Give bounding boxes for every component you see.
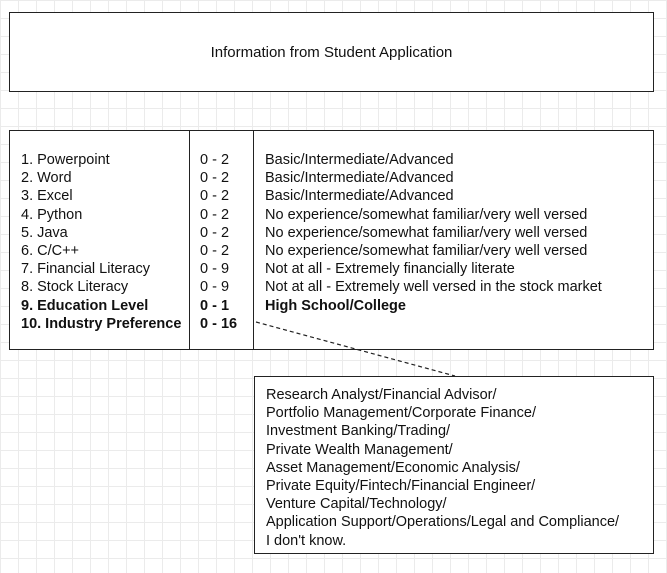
attribute-name-column xyxy=(21,151,181,333)
attribute-name: 10. Industry Preference xyxy=(21,315,182,332)
attribute-name: 6. C/C++ xyxy=(21,242,80,259)
attribute-description: Basic/Intermediate/Advanced xyxy=(265,170,454,187)
attribute-name: 4. Python xyxy=(21,206,83,223)
attribute-description: Basic/Intermediate/Advanced xyxy=(265,152,454,168)
industry-option: Private Wealth Management/ xyxy=(266,441,453,458)
attribute-table xyxy=(9,130,654,350)
diagram-title: Information from Student Application xyxy=(210,43,453,61)
industry-options-box xyxy=(254,376,654,554)
column-divider-names xyxy=(189,131,190,349)
attribute-description: High School/College xyxy=(265,297,406,314)
attribute-range: 0 - 2 xyxy=(200,242,230,259)
attribute-range: 0 - 9 xyxy=(200,279,230,296)
attribute-name: 7. Financial Literacy xyxy=(21,261,150,278)
industry-option: Research Analyst/Financial Advisor/ xyxy=(266,387,497,403)
attribute-description: Basic/Intermediate/Advanced xyxy=(265,188,454,205)
attribute-range: 0 - 1 xyxy=(200,297,230,314)
column-divider-ranges xyxy=(253,131,254,349)
attribute-name: 2. Word xyxy=(21,170,72,187)
attribute-range: 0 - 16 xyxy=(200,315,238,332)
attribute-range: 0 - 2 xyxy=(200,188,230,205)
attribute-range: 0 - 2 xyxy=(200,224,230,241)
industry-option: Venture Capital/Technology/ xyxy=(266,496,447,513)
industry-option: Private Equity/Fintech/Financial Engineer/ xyxy=(266,477,536,494)
attribute-name: 8. Stock Literacy xyxy=(21,279,129,296)
industry-option: Application Support/Operations/Legal and Compliance/ xyxy=(266,514,620,531)
attribute-range: 0 - 9 xyxy=(200,261,230,278)
industry-option: I don't know. xyxy=(266,532,347,549)
attribute-description-column xyxy=(265,151,602,333)
industry-options-list xyxy=(266,386,619,550)
attribute-range: 0 - 2 xyxy=(200,152,230,168)
attribute-range: 0 - 2 xyxy=(200,206,230,223)
attribute-range: 0 - 2 xyxy=(200,170,230,187)
industry-option: Asset Management/Economic Analysis/ xyxy=(266,459,520,476)
attribute-description: No experience/somewhat familiar/very well versed xyxy=(265,242,588,259)
attribute-description: No experience/somewhat familiar/very well versed xyxy=(265,206,588,223)
attribute-name: 3. Excel xyxy=(21,188,73,205)
attribute-description: No experience/somewhat familiar/very well versed xyxy=(265,224,588,241)
industry-option: Investment Banking/Trading/ xyxy=(266,423,451,440)
attribute-name: 1. Powerpoint xyxy=(21,152,110,168)
attribute-description: Not at all - Extremely well versed in the stock market xyxy=(265,279,602,296)
attribute-range-column xyxy=(200,151,237,333)
attribute-description: Not at all - Extremely financially literate xyxy=(265,261,515,278)
attribute-name: 5. Java xyxy=(21,224,68,241)
title-box xyxy=(9,12,654,92)
attribute-description xyxy=(265,315,602,333)
industry-option: Portfolio Management/Corporate Finance/ xyxy=(266,405,537,422)
attribute-name: 9. Education Level xyxy=(21,297,149,314)
